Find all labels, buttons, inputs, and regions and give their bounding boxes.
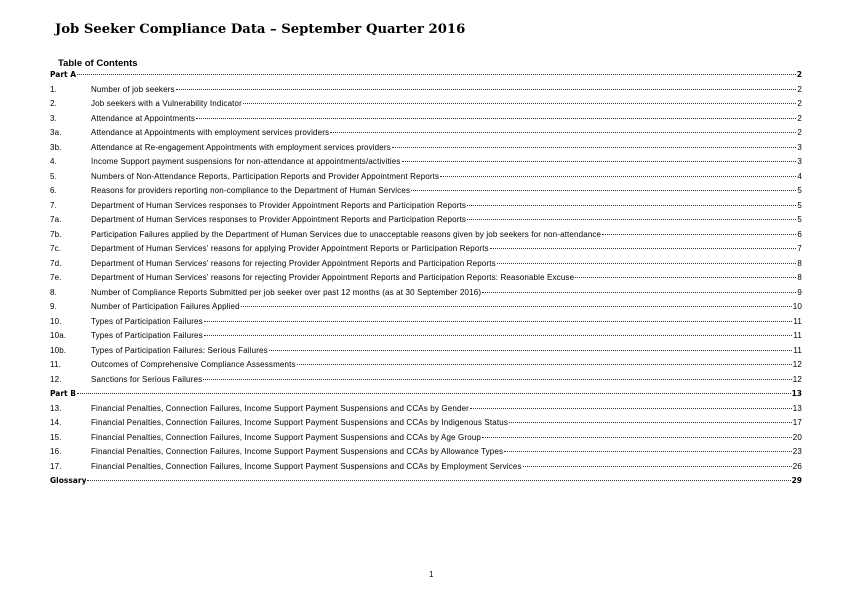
dot-leader [482, 292, 796, 293]
toc-entry-number: 11. [50, 360, 61, 369]
toc-entry-number: 8. [50, 287, 57, 297]
toc-entry-number: 10b. [50, 345, 67, 355]
toc-entry-label: Attendance at Re-engagement Appointments with employment services providers [91, 142, 391, 152]
toc-entry-page: 2 [797, 128, 802, 137]
toc-entry-page: 17 [792, 418, 802, 427]
page-number: 1 [429, 570, 434, 579]
dot-leader [330, 132, 796, 133]
toc-entry-number: 17. [50, 461, 62, 471]
toc-entry-label: Financial Penalties, Connection Failures, Income Support Payment Suspensions and CCAs by Gender [91, 403, 469, 413]
toc-entry[interactable] [50, 433, 802, 448]
toc-entry-label: Part A [50, 70, 77, 79]
toc-entry[interactable] [50, 375, 802, 390]
toc-entry[interactable] [50, 128, 802, 143]
toc-entry[interactable] [50, 244, 802, 259]
toc-entry-label: Types of Participation Failures [91, 316, 203, 326]
toc-entry-label: Types of Participation Failures: Serious Failures [91, 345, 268, 355]
toc-entry[interactable] [50, 331, 802, 346]
toc-part-entry[interactable] [50, 476, 802, 491]
toc-entry-page: 20 [792, 432, 802, 442]
toc-entry-label: Financial Penalties, Connection Failures, Income Support Payment Suspensions and CCAs by Age Group [91, 432, 482, 442]
toc-entry-number: 10a. [50, 331, 67, 340]
toc-entry-label: Job seekers with a Vulnerability Indicator [91, 99, 242, 108]
toc-entry[interactable] [50, 346, 802, 361]
toc-entry-label: Department of Human Services' reasons for rejecting Provider Appointment Reports and Participation Reports: Reasonable Excuse [91, 273, 575, 282]
toc-part-entry[interactable] [50, 389, 802, 404]
toc-entry[interactable] [50, 186, 802, 201]
toc-entry-label: Types of Participation Failures [91, 331, 203, 340]
toc-entry-page: 11 [793, 345, 802, 355]
toc-entry-number: 4. [50, 157, 57, 166]
toc-entry-number: 5. [50, 171, 57, 181]
toc-entry-label: Department of Human Services' reasons for applying Provider Appointment Reports or Participation Reports [91, 244, 489, 253]
toc-entry-page: 12 [792, 360, 802, 369]
dot-leader [269, 350, 793, 351]
toc-entry-number: 7e. [50, 273, 62, 282]
dot-leader [204, 321, 793, 322]
dot-leader [467, 219, 796, 220]
toc-entry[interactable] [50, 99, 802, 114]
toc-entry-label: Sanctions for Serious Failures [91, 374, 203, 384]
toc-entry-number: 12. [50, 374, 62, 384]
toc-entry-page: 2 [796, 70, 802, 79]
toc-entry-page: 9 [797, 287, 802, 297]
toc-entry[interactable] [50, 230, 802, 245]
toc-entry[interactable] [50, 360, 802, 375]
toc-entry-number: 14. [50, 418, 62, 427]
toc-entry-label: Reasons for providers reporting non-compliance to the Department of Human Services [91, 186, 411, 195]
toc-entry-number: 7d. [50, 258, 62, 268]
dot-leader [509, 422, 792, 423]
toc-entry-number: 3a. [50, 128, 62, 137]
dot-leader [203, 379, 792, 380]
dot-leader [482, 437, 792, 438]
toc-entry[interactable] [50, 418, 802, 433]
dot-leader [204, 335, 793, 336]
toc-entry-page: 7 [797, 244, 802, 253]
dot-leader [297, 364, 792, 365]
toc-entry-label: Glossary [50, 476, 87, 485]
toc-entry[interactable] [50, 288, 802, 303]
toc-entry-page: 4 [797, 171, 802, 181]
toc-entry-number: 7c. [50, 244, 62, 253]
toc-entry[interactable] [50, 215, 802, 230]
toc-entry-page: 12 [792, 374, 802, 384]
toc-entry[interactable] [50, 157, 802, 172]
toc-entry-number: 10. [50, 316, 62, 326]
dot-leader [176, 89, 797, 90]
toc-entry[interactable] [50, 114, 802, 129]
toc-entry-page: 3 [797, 157, 802, 166]
dot-leader [87, 480, 790, 481]
dot-leader [411, 190, 796, 191]
toc-part-entry[interactable] [50, 70, 802, 85]
toc-entry-label: Income Support payment suspensions for non-attendance at appointments/activities [91, 157, 401, 166]
dot-leader [243, 103, 796, 104]
toc-entry-label: Numbers of Non-Attendance Reports, Participation Reports and Provider Appointment Reports [91, 171, 440, 181]
toc-entry-page: 2 [797, 99, 802, 108]
toc-entry-number: 7a. [50, 215, 62, 224]
toc-entry-label: Part B [50, 389, 76, 398]
toc-entry[interactable] [50, 273, 802, 288]
toc-entry-page: 26 [792, 461, 802, 471]
dot-leader [196, 118, 796, 119]
dot-leader [470, 408, 792, 409]
toc-entry-page: 3 [797, 142, 802, 152]
toc-entry-number: 1. [50, 84, 57, 94]
toc-entry-label: Number of job seekers [91, 84, 175, 94]
toc-entry[interactable] [50, 447, 802, 462]
toc-entry-page: 23 [792, 447, 802, 456]
dot-leader [490, 248, 797, 249]
dot-leader [497, 263, 797, 264]
toc-entry-page: 13 [792, 403, 802, 413]
dot-leader [402, 161, 797, 162]
toc-entry-label: Number of Participation Failures Applied [91, 302, 240, 311]
toc-entry[interactable] [50, 404, 802, 419]
toc-entry-page: 8 [797, 258, 802, 268]
toc-entry[interactable] [50, 302, 802, 317]
dot-leader [467, 205, 796, 206]
toc-entry[interactable] [50, 172, 802, 187]
toc-entry-number: 15. [50, 432, 62, 442]
toc-entry-page: 11 [793, 331, 802, 340]
toc-entry-number: 3b. [50, 142, 62, 152]
toc-entry-label: Department of Human Services responses to Provider Appointment Reports and Participation Reports [91, 200, 467, 210]
toc-entry-number: 7. [50, 200, 57, 210]
toc-entry-number: 16. [50, 447, 62, 456]
toc-entry[interactable] [50, 143, 802, 158]
toc-entry-page: 2 [797, 113, 802, 123]
toc-heading: Table of Contents [58, 58, 138, 69]
toc-entry-page: 2 [797, 84, 802, 94]
document-title: Job Seeker Compliance Data – September Quarter 2016 [55, 22, 466, 37]
toc-entry-label: Number of Compliance Reports Submitted per job seeker over past 12 months (as at 30 September 2016) [91, 287, 482, 297]
toc-entry-label: Attendance at Appointments with employment services providers [91, 128, 330, 137]
toc-entry-label: Participation Failures applied by the Department of Human Services due to unacceptable reasons given by job seekers for non-attendance [91, 229, 602, 239]
dot-leader [504, 451, 792, 452]
dot-leader [241, 306, 792, 307]
toc-entry-page: 8 [797, 273, 802, 282]
toc-entry-label: Financial Penalties, Connection Failures, Income Support Payment Suspensions and CCAs by Allowance Types [91, 447, 504, 456]
toc-entry-label: Department of Human Services' reasons for rejecting Provider Appointment Reports and Participation Reports [91, 258, 496, 268]
toc-entry-label: Outcomes of Comprehensive Compliance Assessments [91, 360, 296, 369]
dot-leader [392, 147, 797, 148]
dot-leader [77, 74, 796, 75]
dot-leader [575, 277, 796, 278]
dot-leader [523, 466, 792, 467]
toc-entry-page: 5 [797, 215, 802, 224]
toc-entry[interactable] [50, 259, 802, 274]
toc-entry-number: 7b. [50, 229, 62, 239]
toc-entry-number: 2. [50, 99, 57, 108]
toc-entry-page: 6 [797, 229, 802, 239]
toc-entry-number: 9. [50, 302, 57, 311]
dot-leader [77, 393, 791, 394]
toc-entry-label: Attendance at Appointments [91, 113, 195, 123]
toc-entry-number: 6. [50, 186, 57, 195]
toc-entry-page: 29 [791, 476, 802, 485]
dot-leader [440, 176, 796, 177]
toc-entry-number: 13. [50, 403, 62, 413]
toc-entry-label: Financial Penalties, Connection Failures, Income Support Payment Suspensions and CCAs by Employment Services [91, 461, 522, 471]
toc-entry[interactable] [50, 317, 802, 332]
toc-entry-number: 3. [50, 113, 57, 123]
table-of-contents [50, 70, 802, 491]
toc-entry-page: 11 [793, 316, 802, 326]
toc-entry-label: Financial Penalties, Connection Failures, Income Support Payment Suspensions and CCAs by Indigenous Status [91, 418, 509, 427]
toc-entry-page: 5 [797, 200, 802, 210]
toc-entry-label: Department of Human Services responses to Provider Appointment Reports and Participation Reports [91, 215, 467, 224]
toc-entry-page: 10 [792, 302, 802, 311]
toc-entry[interactable] [50, 85, 802, 100]
toc-entry-page: 5 [797, 186, 802, 195]
toc-entry[interactable] [50, 462, 802, 477]
toc-entry-page: 13 [791, 389, 802, 398]
toc-entry[interactable] [50, 201, 802, 216]
dot-leader [602, 234, 796, 235]
